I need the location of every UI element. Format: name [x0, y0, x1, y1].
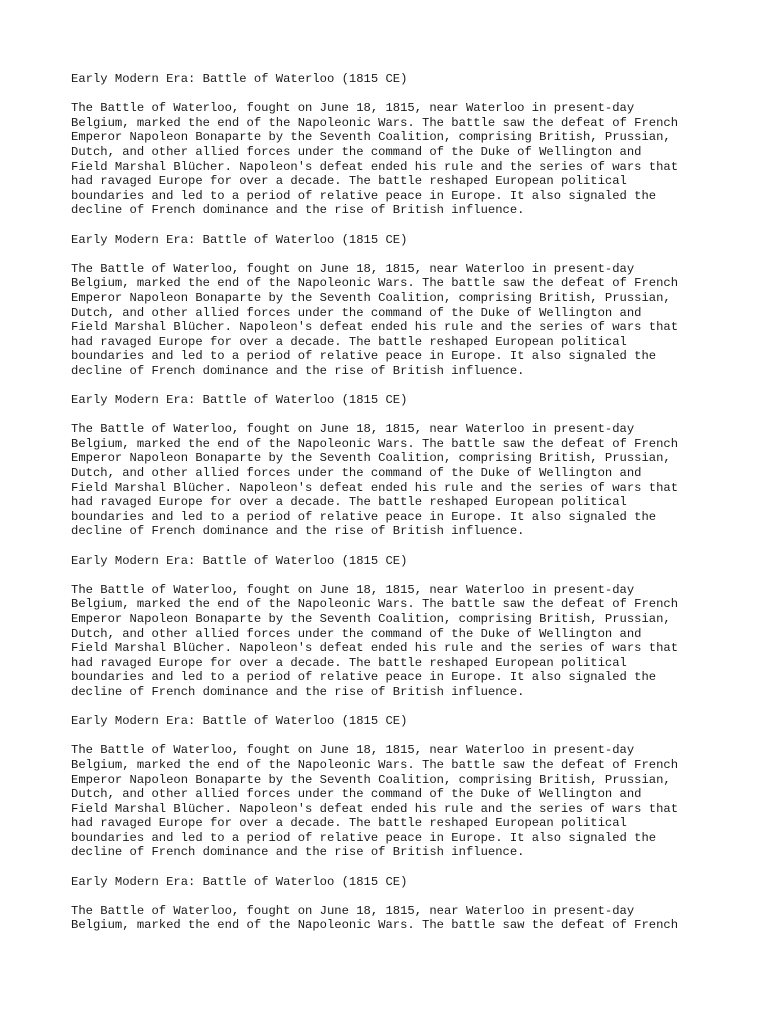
paragraph-line: The Battle of Waterloo, fought on June 18, 1815, near Waterloo in present-day [71, 422, 635, 437]
paragraph-line: Emperor Napoleon Bonaparte by the Seventh Coalition, comprising British, Prussian, [71, 451, 671, 466]
section-paragraph [71, 101, 711, 218]
paragraph-line: Field Marshal Blücher. Napoleon's defeat ended his rule and the series of wars that [71, 320, 679, 335]
paragraph-line: Belgium, marked the end of the Napoleonic Wars. The battle saw the defeat of French [71, 115, 679, 130]
paragraph-line: Field Marshal Blücher. Napoleon's defeat ended his rule and the series of wars that [71, 801, 679, 816]
paragraph-line: Dutch, and other allied forces under the command of the Duke of Wellington and [71, 144, 642, 159]
paragraph-line: The Battle of Waterloo, fought on June 18, 1815, near Waterloo in present-day [71, 743, 635, 758]
paragraph-line: Emperor Napoleon Bonaparte by the Seventh Coalition, comprising British, Prussian, [71, 611, 671, 626]
paragraph-line: decline of French dominance and the rise of British influence. [71, 203, 525, 218]
paragraph-line: boundaries and led to a period of relative peace in Europe. It also signaled the [71, 349, 657, 364]
paragraph-line: decline of French dominance and the rise of British influence. [71, 363, 525, 378]
document-section [71, 233, 711, 379]
section-paragraph [71, 422, 711, 539]
paragraph-line: had ravaged Europe for over a decade. The battle reshaped European political [71, 174, 627, 189]
paragraph-line: boundaries and led to a period of relative peace in Europe. It also signaled the [71, 830, 657, 845]
section-paragraph [71, 583, 711, 700]
paragraph-line: Belgium, marked the end of the Napoleonic Wars. The battle saw the defeat of French [71, 597, 679, 612]
section-heading: Early Modern Era: Battle of Waterloo (1815 CE) [71, 553, 408, 568]
paragraph-line: decline of French dominance and the rise of British influence. [71, 524, 525, 539]
paragraph-line: boundaries and led to a period of relative peace in Europe. It also signaled the [71, 670, 657, 685]
section-heading: Early Modern Era: Battle of Waterloo (1815 CE) [71, 232, 408, 247]
paragraph-line: had ravaged Europe for over a decade. The battle reshaped European political [71, 334, 627, 349]
paragraph-line: Emperor Napoleon Bonaparte by the Seventh Coalition, comprising British, Prussian, [71, 130, 671, 145]
paragraph-line: had ravaged Europe for over a decade. The battle reshaped European political [71, 655, 627, 670]
paragraph-line: Belgium, marked the end of the Napoleonic Wars. The battle saw the defeat of French [71, 757, 679, 772]
paragraph-line: Field Marshal Blücher. Napoleon's defeat ended his rule and the series of wars that [71, 641, 679, 656]
paragraph-line: Dutch, and other allied forces under the command of the Duke of Wellington and [71, 787, 642, 802]
paragraph-line: The Battle of Waterloo, fought on June 18, 1815, near Waterloo in present-day [71, 903, 635, 918]
section-heading: Early Modern Era: Battle of Waterloo (1815 CE) [71, 72, 408, 86]
paragraph-line: Emperor Napoleon Bonaparte by the Seventh Coalition, comprising British, Prussian, [71, 290, 671, 305]
paragraph-line: The Battle of Waterloo, fought on June 18, 1815, near Waterloo in present-day [71, 261, 635, 276]
paragraph-line: The Battle of Waterloo, fought on June 18, 1815, near Waterloo in present-day [71, 101, 635, 116]
paragraph-line: Belgium, marked the end of the Napoleonic Wars. The battle saw the defeat of French [71, 918, 679, 933]
section-paragraph [71, 743, 711, 860]
paragraph-line: Field Marshal Blücher. Napoleon's defeat ended his rule and the series of wars that [71, 159, 679, 174]
paragraph-line: decline of French dominance and the rise of British influence. [71, 684, 525, 699]
document-page [71, 72, 711, 948]
paragraph-line: Dutch, and other allied forces under the command of the Duke of Wellington and [71, 466, 642, 481]
paragraph-line: had ravaged Europe for over a decade. The battle reshaped European political [71, 816, 627, 831]
document-section [71, 875, 711, 933]
section-heading: Early Modern Era: Battle of Waterloo (1815 CE) [71, 393, 408, 408]
paragraph-line: Dutch, and other allied forces under the command of the Duke of Wellington and [71, 626, 642, 641]
section-paragraph [71, 262, 711, 379]
paragraph-line: had ravaged Europe for over a decade. The battle reshaped European political [71, 495, 627, 510]
paragraph-line: boundaries and led to a period of relative peace in Europe. It also signaled the [71, 188, 657, 203]
document-section [71, 554, 711, 700]
section-paragraph [71, 904, 711, 933]
paragraph-line: Dutch, and other allied forces under the command of the Duke of Wellington and [71, 305, 642, 320]
paragraph-line: Belgium, marked the end of the Napoleonic Wars. The battle saw the defeat of French [71, 436, 679, 451]
section-heading: Early Modern Era: Battle of Waterloo (1815 CE) [71, 714, 408, 729]
document-section [71, 72, 711, 218]
paragraph-line: Emperor Napoleon Bonaparte by the Seventh Coalition, comprising British, Prussian, [71, 772, 671, 787]
paragraph-line: boundaries and led to a period of relative peace in Europe. It also signaled the [71, 509, 657, 524]
section-heading: Early Modern Era: Battle of Waterloo (1815 CE) [71, 874, 408, 889]
paragraph-line: The Battle of Waterloo, fought on June 18, 1815, near Waterloo in present-day [71, 582, 635, 597]
paragraph-line: decline of French dominance and the rise of British influence. [71, 845, 525, 860]
document-section [71, 393, 711, 539]
document-section [71, 714, 711, 860]
paragraph-line: Belgium, marked the end of the Napoleonic Wars. The battle saw the defeat of French [71, 276, 679, 291]
paragraph-line: Field Marshal Blücher. Napoleon's defeat ended his rule and the series of wars that [71, 480, 679, 495]
